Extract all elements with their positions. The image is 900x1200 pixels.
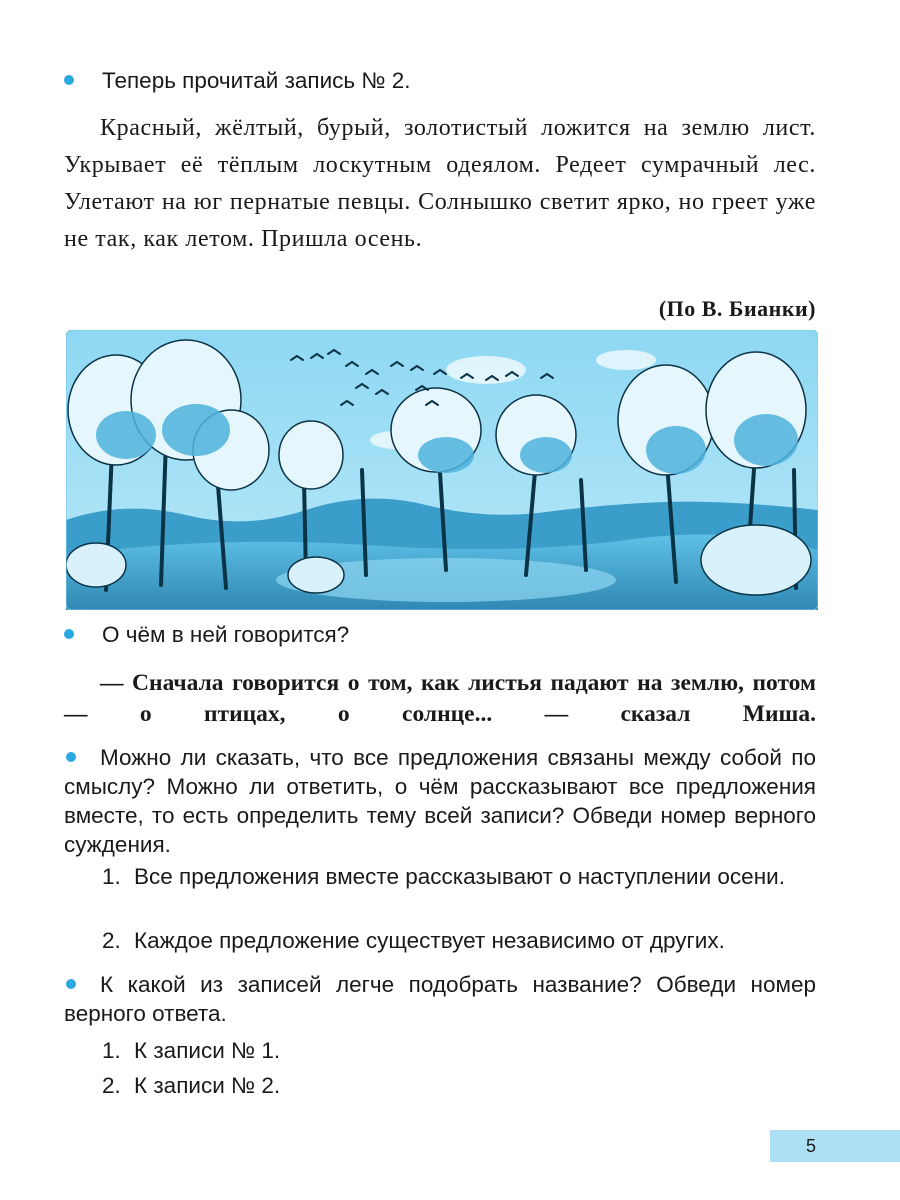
passage-attribution: (По В. Бианки) [658,296,816,321]
question-what-about [102,620,349,650]
option-text: Каждое предложение существует независимо от других. [134,928,725,953]
option-2[interactable] [102,926,816,955]
option-text: К записи № 1. [134,1038,281,1063]
passage-text: Красный, жёлтый, бурый, золотистый ложится на землю лист. Укрывает её тёплым лоскутным одеялом. Редеет сумрачный лес. Улетают на юг пернатые певцы. Солнышко светит ярко, но греет уже не так, как летом. Пришла осень. [64,115,816,252]
option-number: 2. [102,1073,121,1098]
option-text: К записи № 2. [134,1073,281,1098]
bullet-icon [66,979,76,989]
autumn-forest-illustration [66,330,818,610]
option-text: Все предложения вместе рассказывают о наступлении осени. [134,864,785,889]
page-number: 5 [806,1136,817,1156]
bullet-icon [66,752,76,762]
option-number: 2. [102,928,121,953]
option-2[interactable] [102,1071,816,1100]
question-text: К какой из записей легче подобрать название? Обведи номер верного ответа. [64,972,816,1026]
bullet-icon [64,75,74,85]
answer-text: — Сначала говорится о том, как листья падают на землю, потом — о птицах, о солнце... — сказал Миша. [64,670,816,727]
question-read-record-2 [102,66,411,96]
question-which-title [64,970,816,1028]
page-number-tab [770,1130,900,1162]
option-number: 1. [102,1038,121,1063]
question-text: Теперь прочитай запись № 2. [102,68,411,93]
question-text: Можно ли сказать, что все предложения связаны между собой по смыслу? Можно ли ответить, о чём рассказывают все предложения вместе, то есть определить тему всей записи? Обведи номер верного суждения. [64,745,816,857]
question-sentences-connected [64,743,816,859]
bullet-icon [64,629,74,639]
option-1[interactable] [102,1036,816,1065]
question-text: О чём в ней говорится? [102,622,350,647]
option-number: 1. [102,864,121,889]
option-1[interactable] [102,862,816,891]
